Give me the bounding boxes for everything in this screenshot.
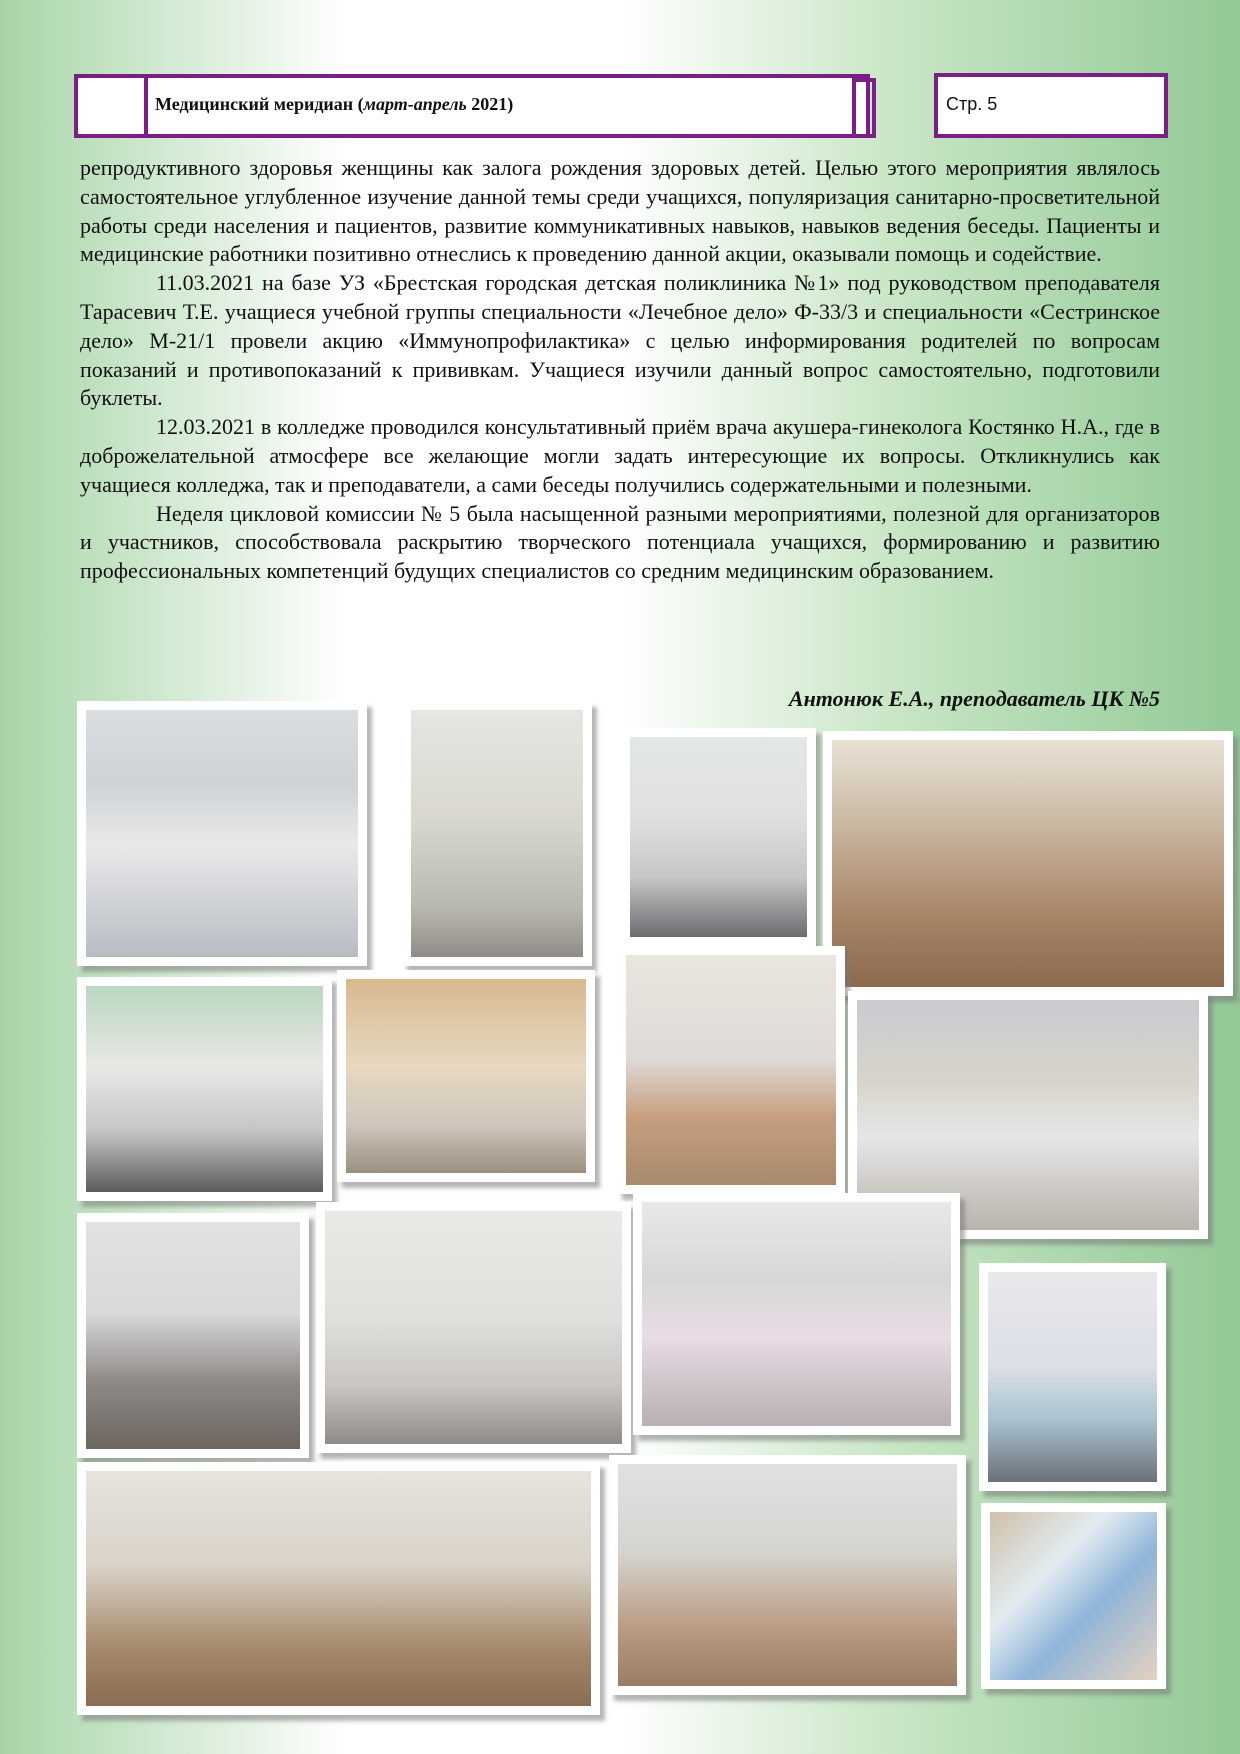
photo-group-hallway [316,1202,631,1453]
article-body [80,154,1160,586]
article-paragraph: 12.03.2021 в колледже проводился консультативный приём врача акушера-гинеколога Костянко Н.А., где в доброжелательной атмосфере все желающие могли задать интересующие их вопросы. Откликнулись как учащиеся колледжа, так и преподаватели, а сами беседы получились содержательными и полезными. [80,414,1160,497]
article-paragraph: репродуктивного здоровья женщины как залога рождения здоровых детей. Целью этого мероприятия являлось самостоятельное углубленное изучение данной темы среди учащихся, популяризация санитарно-просветительной работы среди населения и пациентов, развитие коммуникативных навыков, навыков ведения беседы. Пациенты и медицинские работники позитивно отнеслись к проведению данной акции, оказывали помощь и содействие. [80,155,1160,267]
photo-mother-child [979,1263,1166,1491]
photo-pink-booklets [633,1193,960,1435]
photo-classroom-tables [823,731,1233,996]
photo-students-corridor [337,970,595,1182]
photo-consultation-room [617,946,845,1194]
photo-reception-desk [77,1213,309,1458]
photo-booklets-closeup [981,1503,1166,1689]
article-paragraph: 11.03.2021 на базе УЗ «Брестская городская детская поликлиника №1» под руководством преподавателя Тарасевич Т.Е. учащиеся учебной группы специальности «Лечебное дело» Ф-33/3 и специальности «Сестринское дело» М-21/1 провели акцию «Иммунопрофилактика» с целью информирования родителей по вопросам показаний и противопоказаний к прививкам. Учащиеся изучили данный вопрос самостоятельно, подготовили буклеты. [80,270,1160,411]
photo-students-poster [77,701,367,966]
article-author: Антонюк Е.А., преподаватель ЦК №5 [788,686,1160,711]
header-accent-frame [856,78,876,138]
photo-student-child [402,701,592,966]
newsletter-title: Медицинский меридиан (март-апрель 2021) [155,94,514,114]
photo-mother-baby [621,728,816,946]
article-paragraph: Неделя цикловой комиссии № 5 была насыщенной разными мероприятиями, полезной для организаторов и участников, способствовала раскрытию творческого потенциала учащихся, формированию и развитию профессиональных компетенций будущих специалистов со средним медицинским образованием. [80,500,1160,584]
photo-lecture-hall [77,1462,600,1715]
photo-students-plants [77,977,332,1201]
photo-presentation-room [609,1455,966,1695]
page-number: Стр. 5 [946,94,998,114]
